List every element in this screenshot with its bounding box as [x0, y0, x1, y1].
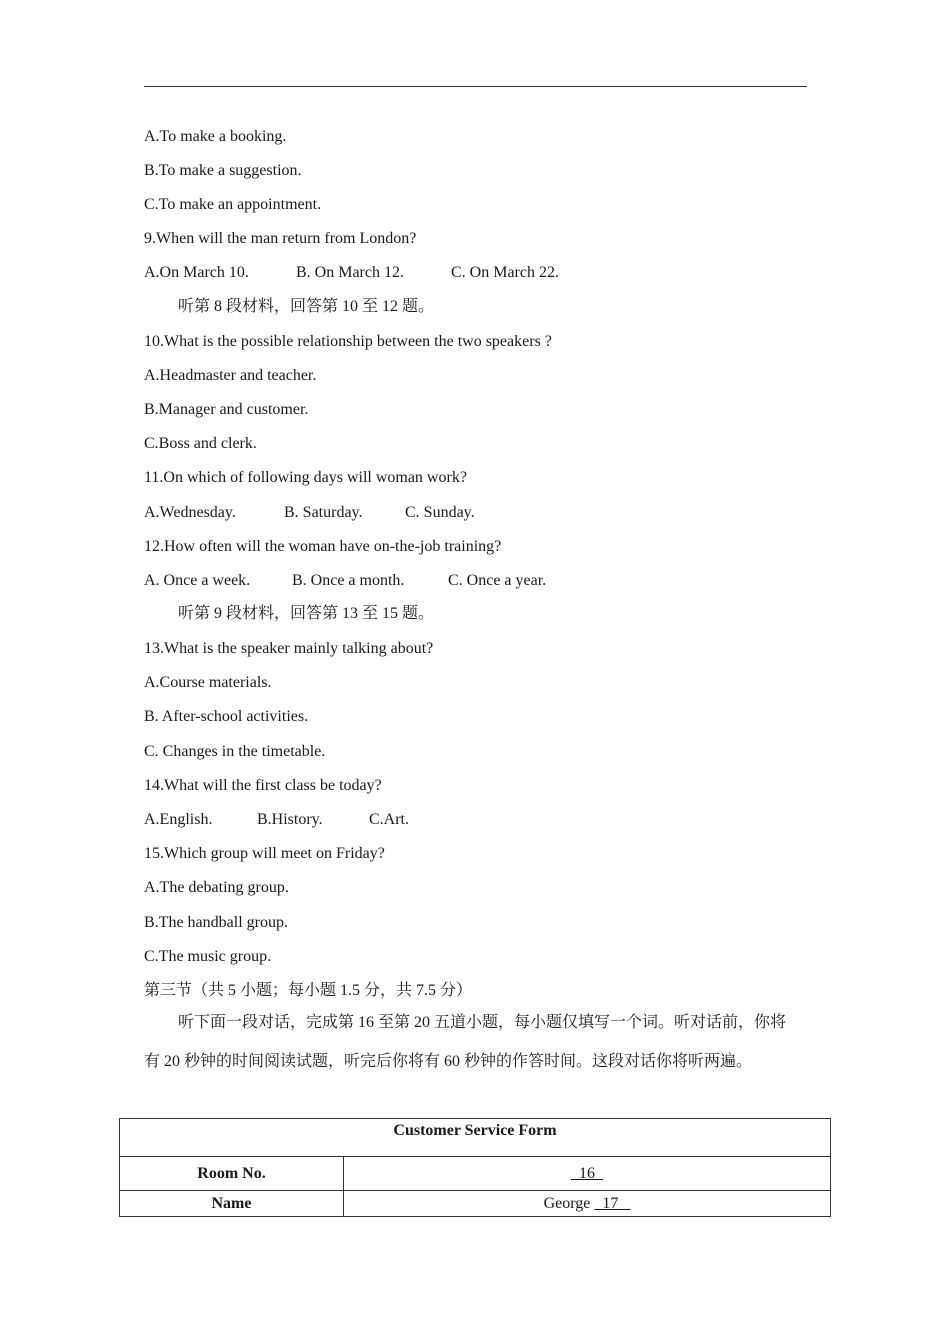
q15-option-c: C.The music group.	[144, 948, 272, 965]
part3-instruction-line1: 听下面一段对话，完成第 16 至第 20 五道小题，每小题仅填写一个词。听对话前，你将	[178, 1014, 787, 1031]
q9-options	[144, 263, 559, 283]
name-prefix: George	[543, 1194, 595, 1212]
section8-instruction: 听第 8 段材料，回答第 10 至 12 题。	[178, 298, 435, 315]
part3-heading: 第三节（共 5 小题；每小题 1.5 分，共 7.5 分）	[144, 982, 473, 999]
q14-option-a: A.English.	[144, 811, 213, 828]
q12-question: 12.How often will the woman have on-the-job training?	[144, 538, 502, 555]
q9-question: 9.When will the man return from London?	[144, 230, 417, 247]
q12-option-c: C. Once a year.	[448, 572, 547, 589]
form-title: Customer Service Form	[120, 1119, 831, 1157]
q14-option-b: B.History.	[257, 811, 323, 828]
q13-option-c: C. Changes in the timetable.	[144, 743, 326, 760]
q9-option-b: B. On March 12.	[296, 264, 404, 281]
q14-options	[144, 810, 409, 830]
q10-question: 10.What is the possible relationship between the two speakers ?	[144, 333, 552, 350]
blank-16[interactable]: 16	[571, 1164, 603, 1182]
blank-17[interactable]: 17	[594, 1194, 631, 1212]
q14-question: 14.What will the first class be today?	[144, 777, 382, 794]
q8-option-a: A.To make a booking.	[144, 128, 287, 145]
q13-option-b: B. After-school activities.	[144, 708, 309, 725]
part3-instruction-line2: 有 20 秒钟的时间阅读试题，听完后你将有 60 秒钟的作答时间。这段对话你将听两遍。	[144, 1053, 753, 1070]
q10-option-a: A.Headmaster and teacher.	[144, 367, 317, 384]
q11-question: 11.On which of following days will woman work?	[144, 469, 467, 486]
q15-option-b: B.The handball group.	[144, 914, 288, 931]
q8-option-b: B.To make a suggestion.	[144, 162, 302, 179]
room-no-label: Room No.	[120, 1157, 344, 1191]
q15-question: 15.Which group will meet on Friday?	[144, 845, 385, 862]
q13-option-a: A.Course materials.	[144, 674, 272, 691]
q12-option-a: A. Once a week.	[144, 572, 251, 589]
q15-option-a: A.The debating group.	[144, 879, 289, 896]
q11-options	[144, 503, 475, 523]
name-cell	[344, 1191, 831, 1217]
q11-option-a: A.Wednesday.	[144, 504, 236, 521]
q11-option-c: C. Sunday.	[405, 504, 475, 521]
section9-instruction: 听第 9 段材料，回答第 13 至 15 题。	[178, 605, 435, 622]
q10-option-c: C.Boss and clerk.	[144, 435, 257, 452]
q9-option-a: A.On March 10.	[144, 264, 249, 281]
header-rule	[144, 86, 807, 87]
q8-option-c: C.To make an appointment.	[144, 196, 322, 213]
q9-option-c: C. On March 22.	[451, 264, 559, 281]
customer-service-form	[119, 1118, 831, 1217]
q12-options	[144, 571, 546, 591]
q13-question: 13.What is the speaker mainly talking about?	[144, 640, 434, 657]
q12-option-b: B. Once a month.	[292, 572, 405, 589]
room-no-cell	[344, 1157, 831, 1191]
name-label: Name	[120, 1191, 344, 1217]
q10-option-b: B.Manager and customer.	[144, 401, 309, 418]
q14-option-c: C.Art.	[369, 811, 409, 828]
q11-option-b: B. Saturday.	[284, 504, 363, 521]
